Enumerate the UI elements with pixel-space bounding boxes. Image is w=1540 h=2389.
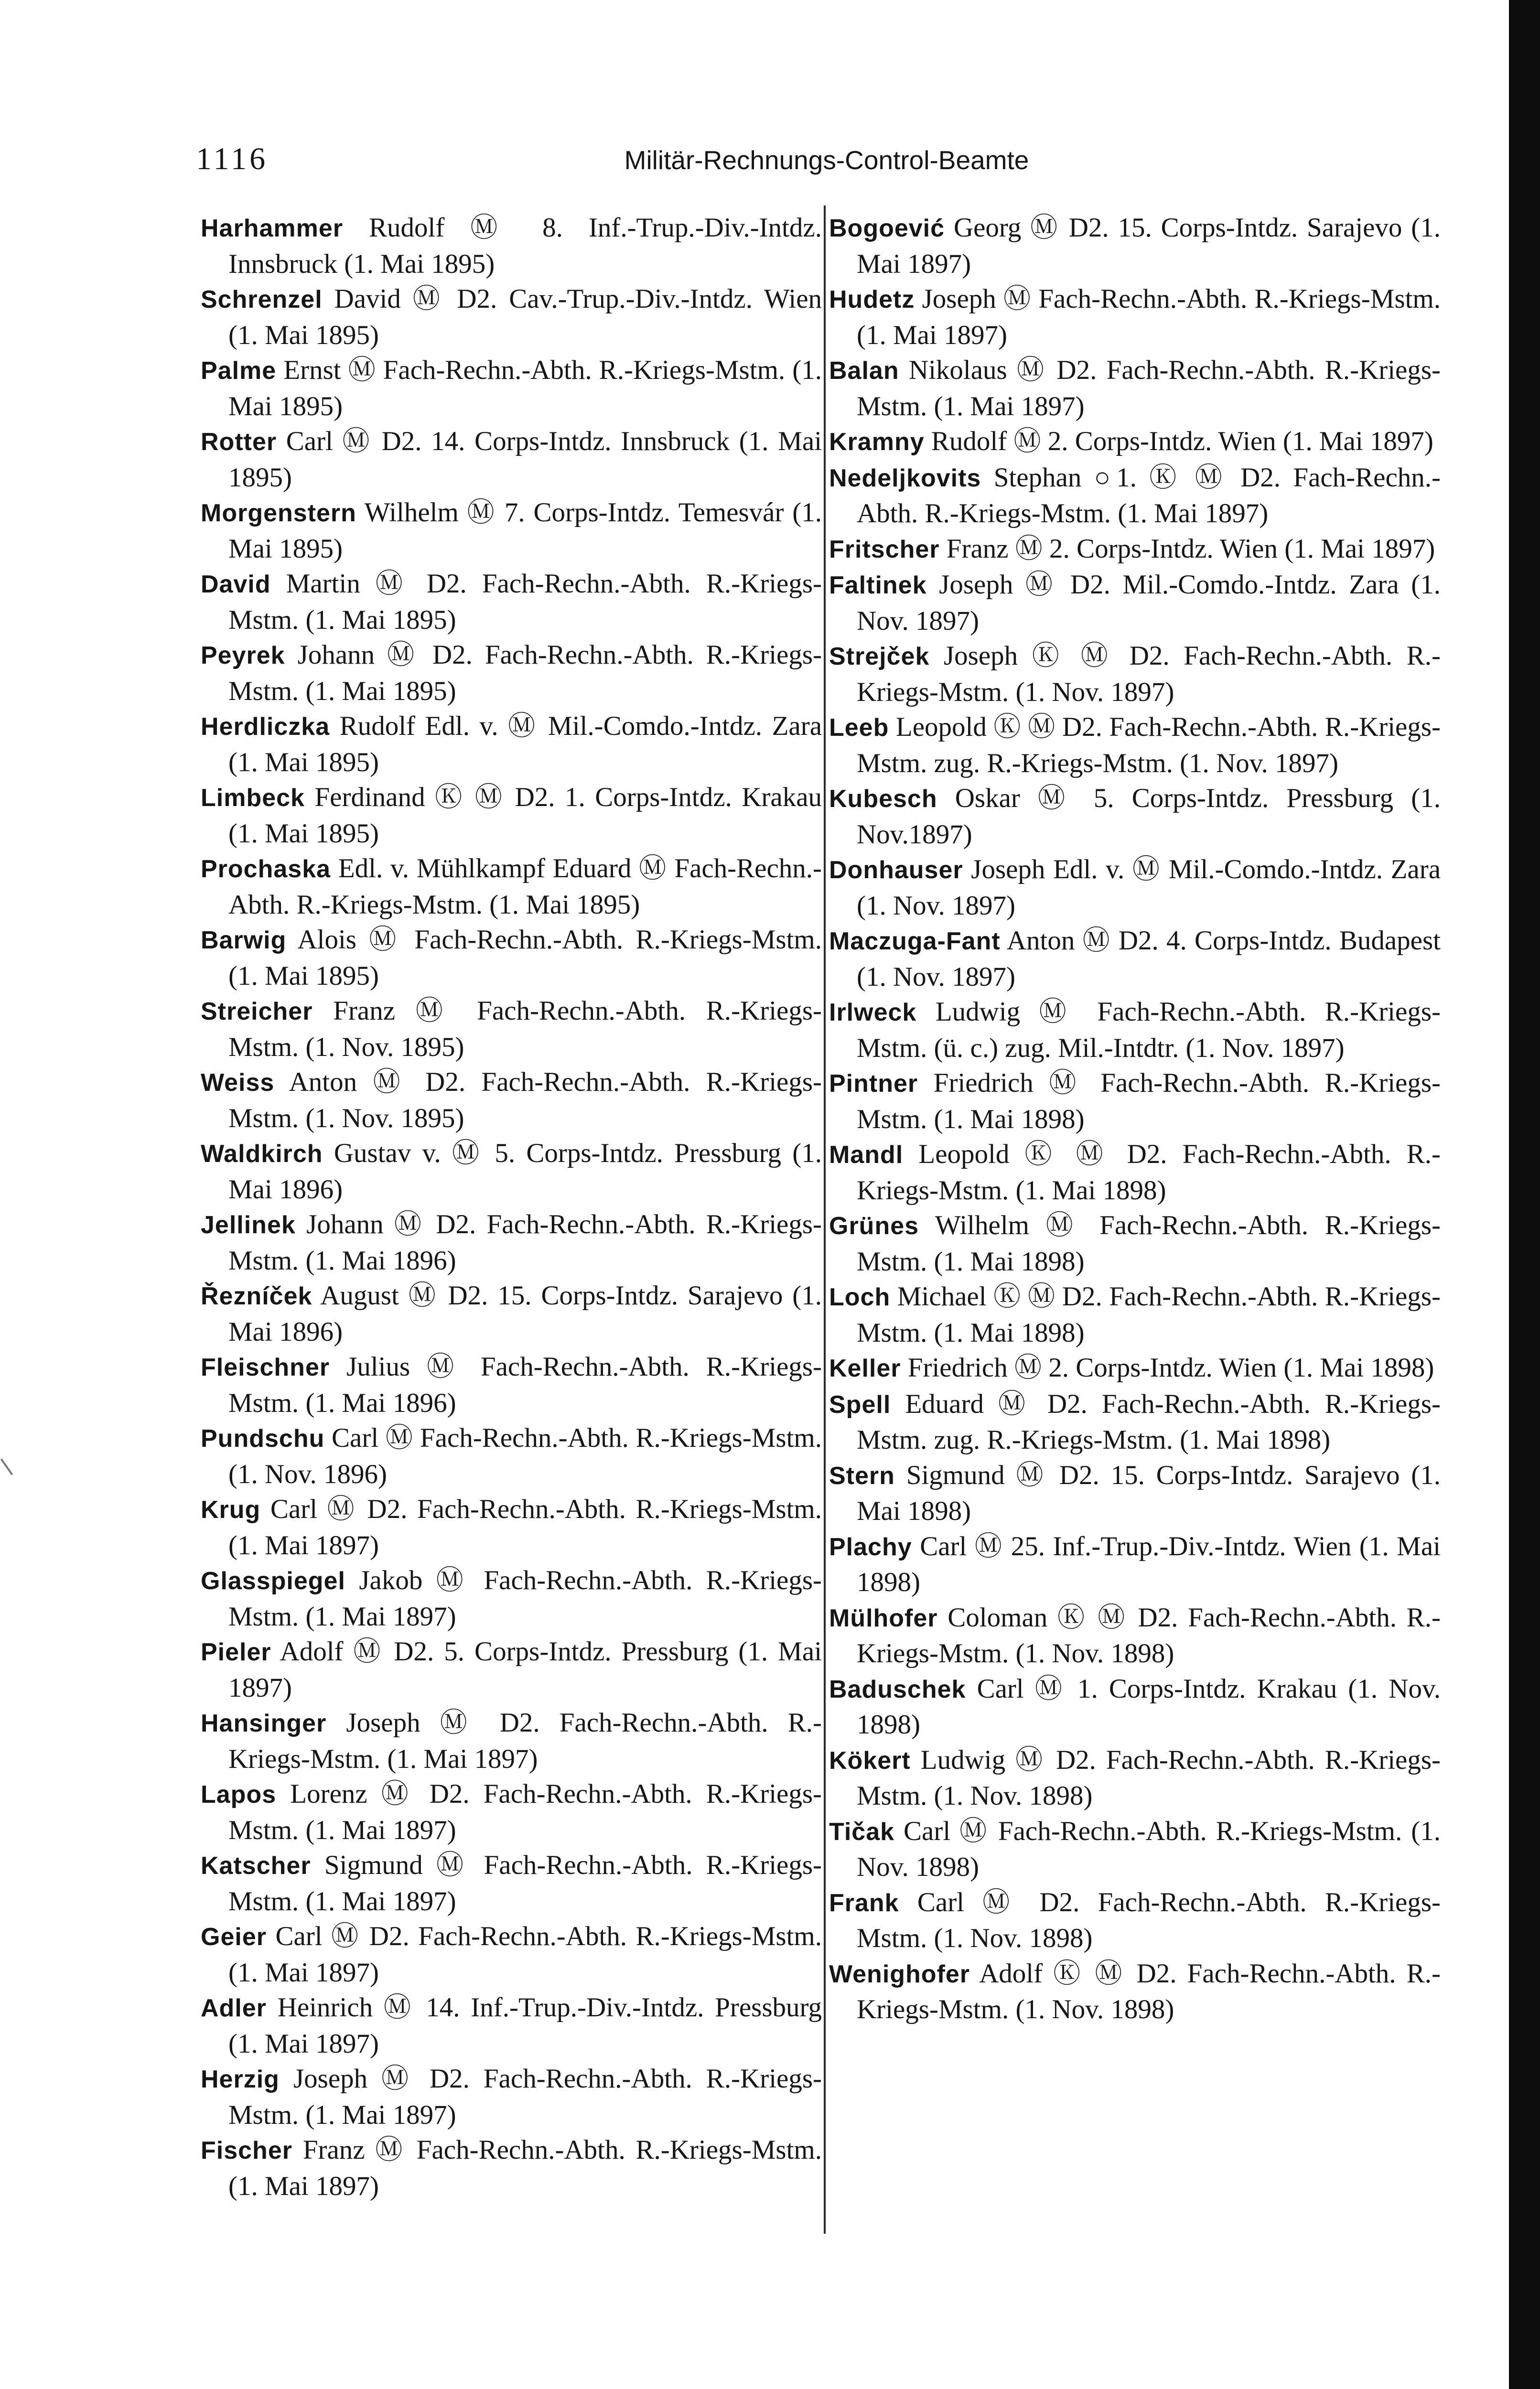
entry-surname: Glasspiegel xyxy=(201,1567,345,1595)
entry-text: Sigmund Ⓜ Fach-Rechn.-Abth. R.-Kriegs-Mstm. (1. Mai 1897) xyxy=(228,1850,822,1916)
entry-text: Carl Ⓜ D2. Fach-Rechn.-Abth. R.-Kriegs-Mstm. (1. Mai 1897) xyxy=(228,1921,822,1988)
entry-surname: Kramny xyxy=(829,428,925,456)
list-item xyxy=(829,994,1441,1065)
list-item xyxy=(201,424,822,495)
entry-surname: Geier xyxy=(201,1923,267,1951)
entry-text: Carl Ⓜ D2. Fach-Rechn.-Abth. R.-Kriegs-Mstm. (1. Mai 1897) xyxy=(228,1494,822,1560)
entry-text: Nikolaus Ⓜ D2. Fach-Rechn.-Abth. R.-Kriegs-Mstm. (1. Mai 1897) xyxy=(857,355,1441,421)
list-item xyxy=(201,1990,822,2061)
entry-surname: Jellinek xyxy=(201,1211,296,1239)
list-item xyxy=(201,1207,822,1278)
running-title: Militär-Rechnungs-Control-Beamte xyxy=(624,145,1029,175)
entry-text: Carl Ⓜ Fach-Rechn.-Abth. R.-Kriegs-Mstm. (1. Nov. 1896) xyxy=(228,1423,822,1489)
list-item xyxy=(829,567,1441,638)
entry-text: Johann Ⓜ D2. Fach-Rechn.-Abth. R.-Kriegs-Mstm. (1. Mai 1895) xyxy=(228,640,822,706)
entry-text: Stephan ○1. Ⓚ Ⓜ D2. Fach-Rechn.-Abth. R.-Kriegs-Mstm. (1. Mai 1897) xyxy=(857,462,1441,528)
entry-surname: Grünes xyxy=(829,1212,919,1240)
entry-surname: Balan xyxy=(829,357,899,385)
entry-surname: Barwig xyxy=(201,926,287,954)
page-number: 1116 xyxy=(196,141,269,176)
entry-surname: Mandl xyxy=(829,1141,904,1169)
entry-text: Coloman Ⓚ Ⓜ D2. Fach-Rechn.-Abth. R.-Kriegs-Mstm. (1. Nov. 1898) xyxy=(857,1602,1441,1668)
list-item xyxy=(829,923,1441,994)
entry-surname: Mülhofer xyxy=(829,1604,938,1632)
list-item xyxy=(829,1208,1441,1279)
list-item xyxy=(201,780,822,851)
entry-text: Georg Ⓜ D2. 15. Corps-Intdz. Sarajevo (1. Mai 1897) xyxy=(857,213,1441,279)
entry-surname: Schrenzel xyxy=(201,286,323,313)
entry-text: Joseph Ⓜ D2. Mil.-Comdo.-Intdz. Zara (1. Nov. 1897) xyxy=(857,570,1441,636)
list-item xyxy=(201,1705,822,1776)
list-item xyxy=(201,1634,822,1705)
entry-surname: Maczuga-Fant xyxy=(829,927,1001,955)
entry-text: Joseph Edl. v. Ⓜ Mil.-Comdo.-Intdz. Zara (1. Nov. 1897) xyxy=(857,854,1441,921)
entry-surname: Katscher xyxy=(201,1852,311,1880)
entry-text: Leopold Ⓚ Ⓜ D2. Fach-Rechn.-Abth. R.-Kriegs-Mstm. (1. Mai 1898) xyxy=(857,1139,1441,1205)
entry-surname: Waldkirch xyxy=(201,1140,323,1168)
list-item xyxy=(829,710,1441,781)
list-item xyxy=(829,1743,1441,1814)
list-item xyxy=(201,637,822,709)
entry-surname: Leeb xyxy=(829,714,889,742)
entry-surname: Tičak xyxy=(829,1818,895,1846)
entry-surname: Frank xyxy=(829,1889,899,1917)
entry-text: Franz Ⓜ 2. Corps-Intdz. Wien (1. Mai 1897) xyxy=(946,533,1435,564)
entry-text: Heinrich Ⓜ 14. Inf.-Trup.-Div.-Intdz. Pressburg (1. Mai 1897) xyxy=(228,1992,822,2059)
list-item xyxy=(201,1278,822,1349)
list-item xyxy=(829,1814,1441,1885)
entry-text: Julius Ⓜ Fach-Rechn.-Abth. R.-Kriegs-Mstm. (1. Mai 1896) xyxy=(228,1352,822,1418)
list-item xyxy=(829,1671,1441,1743)
entry-surname: Plachy xyxy=(829,1533,912,1561)
list-item xyxy=(829,852,1441,923)
list-item xyxy=(829,531,1441,568)
entry-text: Joseph Ⓚ Ⓜ D2. Fach-Rechn.-Abth. R.-Kriegs-Mstm. (1. Nov. 1897) xyxy=(857,641,1441,707)
list-item xyxy=(201,1420,822,1492)
list-item xyxy=(201,1919,822,1990)
list-item xyxy=(829,1458,1441,1529)
list-item xyxy=(829,353,1441,424)
entry-text: Edl. v. Mühlkampf Eduard Ⓜ Fach-Rechn.-Abth. R.-Kriegs-Mstm. (1. Mai 1895) xyxy=(228,853,822,920)
list-item xyxy=(201,709,822,780)
list-item xyxy=(201,1848,822,1919)
entry-surname: Fischer xyxy=(201,2137,292,2164)
entry-text: Friedrich Ⓜ 2. Corps-Intdz. Wien (1. Mai 1898) xyxy=(907,1353,1434,1383)
entry-text: Wilhelm Ⓜ 7. Corps-Intdz. Temesvár (1. Mai 1895) xyxy=(228,497,822,564)
entry-surname: Herzig xyxy=(201,2066,280,2093)
entry-surname: Adler xyxy=(201,1994,267,2022)
entry-text: Rudolf Ⓜ 2. Corps-Intdz. Wien (1. Mai 1897) xyxy=(931,426,1433,456)
list-item xyxy=(201,2132,822,2204)
entry-surname: Spell xyxy=(829,1390,891,1419)
entry-surname: Donhauser xyxy=(829,856,963,884)
list-item xyxy=(201,495,822,566)
entry-surname: Krug xyxy=(201,1496,261,1524)
entry-surname: Faltinek xyxy=(829,571,927,599)
entry-text: Jakob Ⓜ Fach-Rechn.-Abth. R.-Kriegs-Mstm. (1. Mai 1897) xyxy=(228,1565,822,1632)
entry-text: Lorenz Ⓜ D2. Fach-Rechn.-Abth. R.-Kriegs-Mstm. (1. Mai 1897) xyxy=(228,1779,822,1845)
list-item xyxy=(201,566,822,637)
column-divider xyxy=(824,205,826,2234)
entry-text: Friedrich Ⓜ Fach-Rechn.-Abth. R.-Kriegs-Mstm. (1. Mai 1898) xyxy=(857,1068,1441,1134)
entry-text: Leopold Ⓚ Ⓜ D2. Fach-Rechn.-Abth. R.-Kriegs-Mstm. zug. R.-Kriegs-Mstm. (1. Nov. 1897) xyxy=(857,712,1441,778)
entry-text: Wilhelm Ⓜ Fach-Rechn.-Abth. R.-Kriegs-Mstm. (1. Mai 1898) xyxy=(857,1210,1441,1277)
list-item xyxy=(201,2061,822,2132)
list-item xyxy=(829,1350,1441,1387)
entry-text: Rudolf Edl. v. Ⓜ Mil.-Comdo.-Intdz. Zara (1. Mai 1895) xyxy=(228,711,822,777)
list-item xyxy=(829,1529,1441,1600)
list-item xyxy=(829,638,1441,710)
list-item xyxy=(201,1065,822,1136)
entry-surname: Hansinger xyxy=(201,1710,327,1737)
entry-surname: Strejček xyxy=(829,643,930,670)
entry-text: Carl Ⓜ D2. 14. Corps-Intdz. Innsbruck (1. Mai 1895) xyxy=(228,426,822,493)
entry-surname: Hudetz xyxy=(829,286,915,313)
entry-text: Franz Ⓜ Fach-Rechn.-Abth. R.-Kriegs-Mstm. (1. Mai 1897) xyxy=(228,2135,822,2201)
entry-text: Ferdinand Ⓚ Ⓜ D2. 1. Corps-Intdz. Krakau (1. Mai 1895) xyxy=(228,782,822,849)
list-item xyxy=(201,353,822,424)
entry-text: Adolf Ⓜ D2. 5. Corps-Intdz. Pressburg (1. Mai 1897) xyxy=(228,1636,822,1703)
list-item xyxy=(201,922,822,993)
entry-text: Anton Ⓜ D2. 4. Corps-Intdz. Budapest (1. Nov. 1897) xyxy=(857,925,1441,992)
entry-surname: David xyxy=(201,570,271,598)
entry-surname: Bogoević xyxy=(829,215,945,242)
list-item xyxy=(201,1136,822,1207)
entry-surname: Fritscher xyxy=(829,535,940,563)
entry-text: David Ⓜ D2. Cav.-Trup.-Div.-Intdz. Wien (1. Mai 1895) xyxy=(228,284,822,350)
entry-text: Michael Ⓚ Ⓜ D2. Fach-Rechn.-Abth. R.-Kriegs-Mstm. (1. Mai 1898) xyxy=(857,1281,1441,1348)
entry-surname: Peyrek xyxy=(201,642,285,669)
right-column xyxy=(829,210,1441,2027)
entry-surname: Prochaska xyxy=(201,855,331,883)
entry-surname: Baduschek xyxy=(829,1675,966,1703)
entry-text: Martin Ⓜ D2. Fach-Rechn.-Abth. R.-Kriegs-Mstm. (1. Mai 1895) xyxy=(228,569,822,635)
list-item xyxy=(829,1065,1441,1137)
entry-text: Gustav v. Ⓜ 5. Corps-Intdz. Pressburg (1. Mai 1896) xyxy=(228,1138,822,1205)
list-item xyxy=(829,1600,1441,1671)
entry-surname: Fleischner xyxy=(201,1354,330,1381)
list-item xyxy=(201,1563,822,1634)
list-item xyxy=(829,460,1441,531)
entry-text: Alois Ⓜ Fach-Rechn.-Abth. R.-Kriegs-Mstm. (1. Mai 1895) xyxy=(228,925,822,991)
entry-surname: Limbeck xyxy=(201,784,305,812)
entry-text: Adolf Ⓚ Ⓜ D2. Fach-Rechn.-Abth. R.-Kriegs-Mstm. (1. Nov. 1898) xyxy=(857,1958,1441,2024)
entry-text: Ernst Ⓜ Fach-Rechn.-Abth. R.-Kriegs-Mstm. (1. Mai 1895) xyxy=(228,355,822,421)
list-item xyxy=(201,1349,822,1420)
entry-text: Eduard Ⓜ D2. Fach-Rechn.-Abth. R.-Kriegs-Mstm. zug. R.-Kriegs-Mstm. (1. Mai 1898) xyxy=(857,1388,1441,1455)
entry-surname: Pieler xyxy=(201,1638,271,1666)
entry-surname: Palme xyxy=(201,357,277,385)
entry-text: Anton Ⓜ D2. Fach-Rechn.-Abth. R.-Kriegs-Mstm. (1. Nov. 1895) xyxy=(228,1067,822,1133)
entry-surname: Streicher xyxy=(201,998,313,1025)
entry-surname: Loch xyxy=(829,1283,891,1311)
entry-surname: Rotter xyxy=(201,428,277,456)
list-item xyxy=(829,210,1441,281)
entry-text: Carl Ⓜ 25. Inf.-Trup.-Div.-Intdz. Wien (1. Mai 1898) xyxy=(857,1531,1441,1597)
entry-surname: Pundschu xyxy=(201,1425,325,1453)
list-item xyxy=(829,1956,1441,2027)
list-item xyxy=(829,781,1441,852)
list-item xyxy=(829,1279,1441,1350)
entry-surname: Stern xyxy=(829,1462,895,1490)
entry-text: Carl Ⓜ Fach-Rechn.-Abth. R.-Kriegs-Mstm. (1. Nov. 1898) xyxy=(857,1816,1441,1882)
entry-surname: Weiss xyxy=(201,1069,275,1097)
list-item xyxy=(829,1885,1441,1956)
entry-surname: Herdliczka xyxy=(201,713,330,741)
list-item xyxy=(201,851,822,922)
entry-surname: Lapos xyxy=(201,1781,277,1808)
list-item xyxy=(201,993,822,1065)
list-item xyxy=(829,1387,1441,1458)
entry-surname: Nedeljkovits xyxy=(829,464,981,492)
entry-surname: Pintner xyxy=(829,1070,918,1098)
entry-surname: Harhammer xyxy=(201,215,344,242)
left-column xyxy=(201,210,822,2204)
entry-text: Franz Ⓜ Fach-Rechn.-Abth. R.-Kriegs-Mstm. (1. Nov. 1895) xyxy=(228,996,822,1062)
list-item xyxy=(829,1137,1441,1208)
entry-surname: Irlweck xyxy=(829,999,917,1026)
entry-text: Joseph Ⓜ D2. Fach-Rechn.-Abth. R.-Kriegs-Mstm. (1. Mai 1897) xyxy=(228,1708,822,1774)
entry-text: Joseph Ⓜ D2. Fach-Rechn.-Abth. R.-Kriegs-Mstm. (1. Mai 1897) xyxy=(228,2064,822,2130)
entry-text: Rudolf Ⓜ 8. Inf.-Trup.-Div.-Intdz. Innsbruck (1. Mai 1895) xyxy=(228,213,822,279)
list-item xyxy=(829,281,1441,353)
list-item xyxy=(201,1492,822,1563)
entry-surname: Morgenstern xyxy=(201,499,356,527)
scan-edge-bar xyxy=(1509,0,1540,2389)
entry-text: Ludwig Ⓜ Fach-Rechn.-Abth. R.-Kriegs-Mstm. (ü. c.) zug. Mil.-Intdtr. (1. Nov. 1897) xyxy=(857,997,1441,1063)
list-item xyxy=(201,1776,822,1848)
entry-text: Sigmund Ⓜ D2. 15. Corps-Intdz. Sarajevo (1. Mai 1898) xyxy=(857,1460,1441,1526)
entry-text: Carl Ⓜ 1. Corps-Intdz. Krakau (1. Nov. 1898) xyxy=(857,1673,1441,1740)
entry-text: Johann Ⓜ D2. Fach-Rechn.-Abth. R.-Kriegs-Mstm. (1. Mai 1896) xyxy=(228,1209,822,1276)
entry-surname: Kökert xyxy=(829,1746,911,1775)
entry-surname: Wenighofer xyxy=(829,1960,970,1988)
list-item xyxy=(201,281,822,353)
entry-text: August Ⓜ D2. 15. Corps-Intdz. Sarajevo (1. Mai 1896) xyxy=(228,1281,822,1347)
entry-surname: Keller xyxy=(829,1355,901,1382)
margin-pencil-mark xyxy=(0,1458,13,1475)
entry-text: Joseph Ⓜ Fach-Rechn.-Abth. R.-Kriegs-Mstm. (1. Mai 1897) xyxy=(857,284,1441,350)
entry-text: Carl Ⓜ D2. Fach-Rechn.-Abth. R.-Kriegs-Mstm. (1. Nov. 1898) xyxy=(857,1887,1441,1953)
list-item xyxy=(201,210,822,281)
entry-text: Oskar Ⓜ 5. Corps-Intdz. Pressburg (1. Nov.1897) xyxy=(857,783,1441,850)
entry-surname: Řezníček xyxy=(201,1282,312,1310)
entry-text: Ludwig Ⓜ D2. Fach-Rechn.-Abth. R.-Kriegs-Mstm. (1. Nov. 1898) xyxy=(857,1744,1441,1811)
entry-surname: Kubesch xyxy=(829,785,937,813)
list-item xyxy=(829,424,1441,460)
